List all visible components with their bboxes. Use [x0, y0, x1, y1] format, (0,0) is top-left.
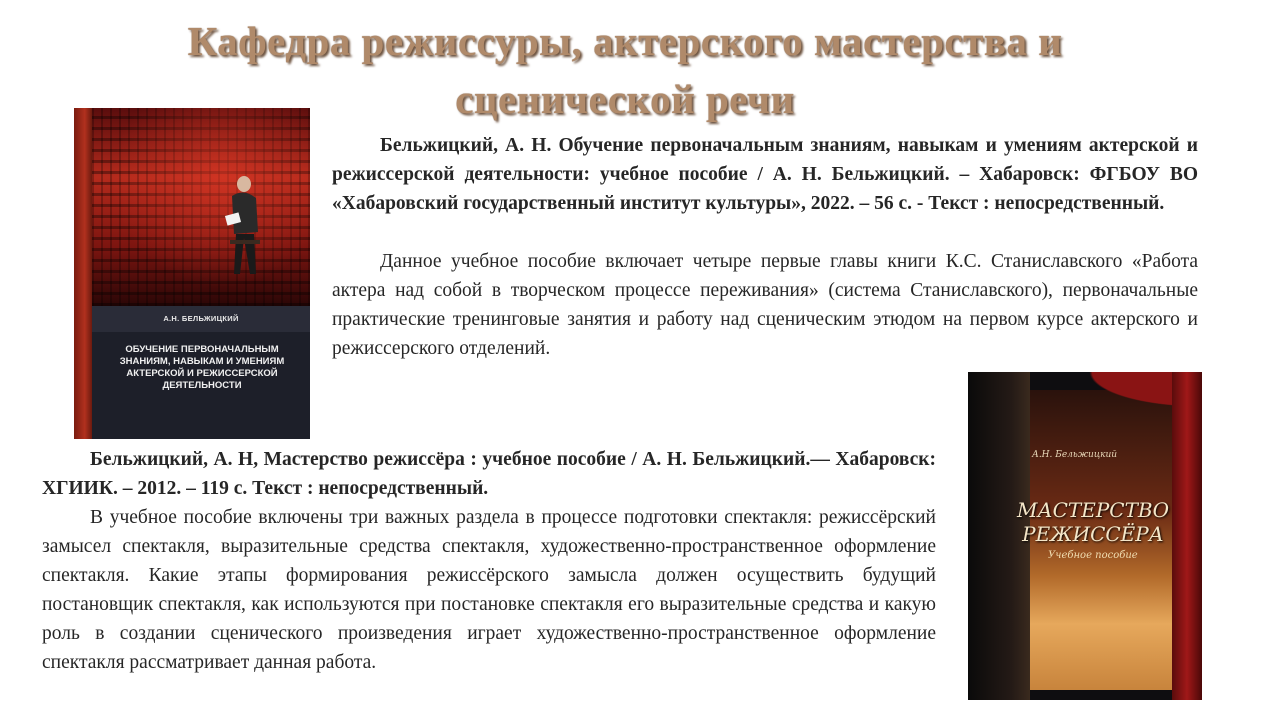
book1-citation-text: Бельжицкий, А. Н. Обучение первоначальным знаниям, навыкам и умениям актерской и режиссерской деятельности: учебное пособие / А. Н. Бельжицкий. – Хабаровск: ФГБОУ ВО «Хабаровский государственный институт культуры», 2022. – 56 с. - Текст : непосредственный.: [332, 135, 1198, 214]
book2-description: В учебное пособие включены три важных раздела в процессе подготовки спектакля: режиссёрский замысел спектакля, выразительные средства спектакля, художественно-пространственное оформление спектакля. Какие этапы формирования режиссёрского замысла должен осуществить будущий постановщик спектакля, как используются при постановке спектакля его выразительные средства и какую роль в создании сценического произведения играет художественно-пространственное оформление спектакля рассматривает данная работа.: [42, 507, 936, 673]
book1-description: Данное учебное пособие включает четыре первые главы книги К.С. Станиславского «Работа актера над собой в творческом процессе переживания» (система Станиславского), первоначальные практические тренинговые занятия и работу над сценическим этюдом на первом курсе актерского и режиссерского отделений.: [332, 251, 1198, 359]
book-spine: [74, 108, 92, 439]
book-cover-title: ОБУЧЕНИЕ ПЕРВОНАЧАЛЬНЫМ ЗНАНИЯМ, НАВЫКАМ И УМЕНИЯМ АКТЕРСКОЙ И РЕЖИССЕРСКОЙ ДЕЯТЕЛЬНОСТИ: [119, 344, 285, 391]
book-cover-author: А.Н. Бельжицкий: [1032, 450, 1118, 460]
seated-person-figure: [222, 174, 266, 280]
book-cover-title: МАСТЕРСТВО РЕЖИССЁРА: [1016, 498, 1170, 546]
book1-citation: [332, 131, 1198, 218]
book2-citation-text: Бельжицкий, А. Н, Мастерство режиссёра : учебное пособие / А. Н. Бельжицкий.— Хабаровск: ХГИИК. – 2012. – 119 с. Текст : непосредственный.: [42, 449, 936, 499]
slide-title: Кафедра режиссуры, актерского мастерства и сценической речи: [187, 18, 1063, 122]
theater-hall-photo: [92, 108, 310, 306]
book-cover-subtitle: Учебное пособие: [1048, 550, 1138, 561]
book2-citation: [42, 445, 936, 503]
book-cover-image: [968, 372, 1202, 700]
book-cover-author: А.Н. БЕЛЬЖИЦКИЙ: [92, 306, 310, 332]
book-cover-image: [74, 108, 310, 439]
